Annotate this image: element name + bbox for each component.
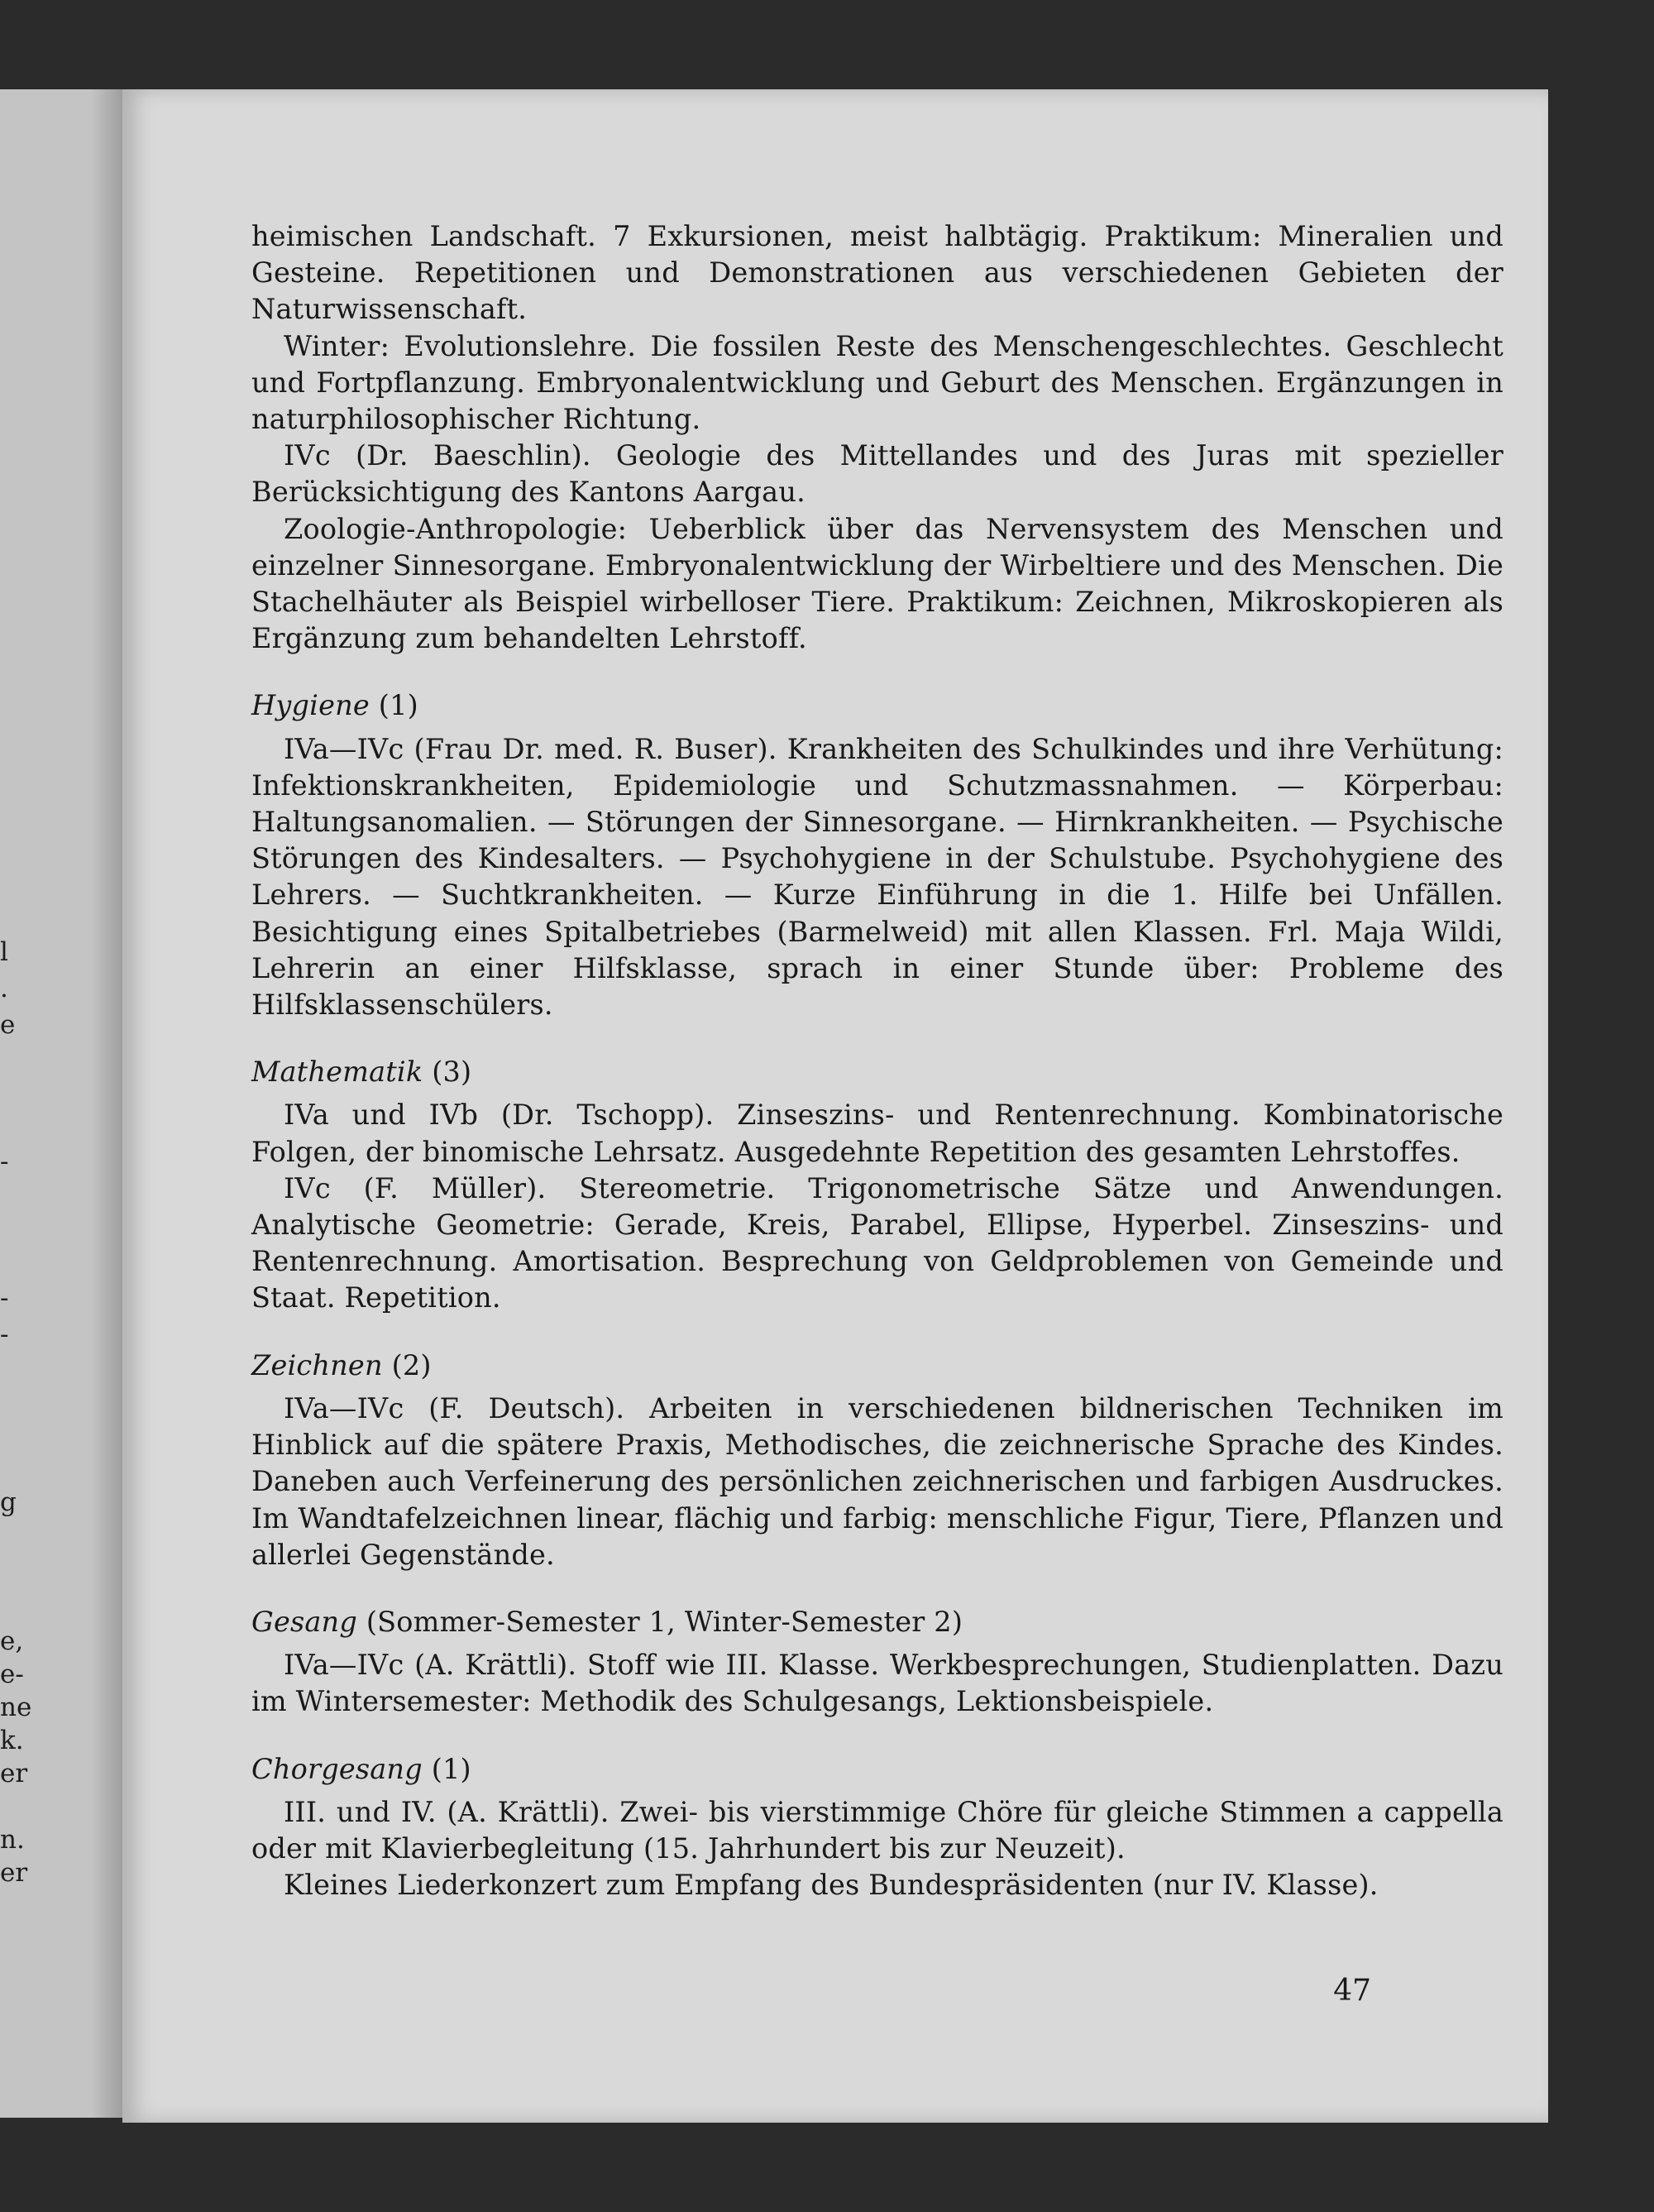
margin-fragment: -	[0, 1319, 9, 1349]
margin-fragment: e	[0, 1010, 16, 1040]
page-content	[251, 218, 1503, 1903]
margin-fragment: e,	[0, 1626, 24, 1656]
section-subject: Chorgesang	[251, 1752, 423, 1785]
section-note: (2)	[391, 1348, 432, 1381]
section-heading-gesang	[251, 1604, 1503, 1640]
paragraph: IVc (F. Müller). Stereometrie. Trigonometrische Sätze und Anwendungen. Analytische Geometrie: Gerade, Kreis, Parabel, Ellipse, Hyperbel. Zinseszins- und Rentenrechnung. Amortisation. Besprechung von Geldproblemen von Gemeinde und Staat. Repetition.	[251, 1171, 1503, 1314]
margin-fragment: -	[0, 1147, 9, 1176]
section-subject: Gesang	[251, 1605, 357, 1638]
margin-fragment: n.	[0, 1825, 25, 1855]
margin-fragment: -	[0, 1283, 9, 1313]
paragraph: IVa—IVc (Frau Dr. med. R. Buser). Krankheiten des Schulkindes und ihre Verhütung: Infektionskrankheiten, Epidemiologie und Schutzmassnahmen. — Körperbau: Haltungsanomalien. — Störungen der Sinnesorgane. — Hirnkrankheiten. — Psychische Störungen des Kindesalters. — Psychohygiene in der Schulstube. Psychohygiene des Lehrers. — Suchtkrankheiten. — Kurze Einführung in die 1. Hilfe bei Unfällen. Besichtigung eines Spitalbetriebes (Barmelweid) mit allen Klassen. Frl. Maja Wildi, Lehrerin an einer Hilfsklasse, sprach in einer Stunde über: Probleme des Hilfsklassenschülers.	[251, 732, 1503, 1022]
section-note: (1)	[431, 1752, 471, 1785]
section-heading-chorgesang	[251, 1751, 1503, 1788]
section-note: (1)	[378, 689, 418, 722]
margin-fragment: g	[0, 1487, 17, 1517]
paragraph: IVc (Dr. Baeschlin). Geologie des Mittellandes und des Juras mit spezieller Berücksichtigung des Kantons Aargau.	[251, 439, 1503, 509]
intro-block	[251, 218, 1503, 657]
paragraph: IVa und IVb (Dr. Tschopp). Zinseszins- und Rentenrechnung. Kombinatorische Folgen, der binomische Lehrsatz. Ausgedehnte Repetition des gesamten Lehrstoffes.	[251, 1099, 1503, 1168]
paragraph: Winter: Evolutionslehre. Die fossilen Reste des Menschengeschlechtes. Geschlecht und Fortpflanzung. Embryonalentwicklung und Geburt des Menschen. Ergänzungen in naturphilosophischer Richtung.	[251, 329, 1503, 436]
paragraph: IVa—IVc (A. Krättli). Stoff wie III. Klasse. Werkbesprechungen, Studienplatten. Dazu im Wintersemester: Methodik des Schulgesangs, Lektionsbeispiele.	[251, 1649, 1503, 1718]
paragraph: Zoologie-Anthropologie: Ueberblick über das Nervensystem des Menschen und einzelner Sinnesorgane. Embryonalentwicklung der Wirbeltiere und des Menschen. Die Stachelhäuter als Beispiel wirbelloser Tiere. Praktikum: Zeichnen, Mikroskopieren als Ergänzung zum behandelten Lehrstoff.	[251, 512, 1503, 655]
margin-fragment: .	[0, 974, 8, 1003]
section-subject: Mathematik	[251, 1056, 423, 1089]
section-subject: Hygiene	[251, 689, 370, 722]
margin-fragment: e-	[0, 1659, 24, 1689]
margin-fragment: er	[0, 1759, 28, 1788]
book-spine	[91, 89, 124, 2118]
document-page	[122, 89, 1548, 2123]
page-number: 47	[1333, 1974, 1371, 2008]
section-note: (3)	[432, 1056, 472, 1089]
margin-fragment: l	[0, 937, 8, 967]
paragraph: Kleines Liederkonzert zum Empfang des Bundespräsidenten (nur IV. Klasse).	[284, 1869, 1379, 1902]
margin-fragment: er	[0, 1858, 28, 1888]
paragraph: heimischen Landschaft. 7 Exkursionen, meist halbtägig. Praktikum: Mineralien und Gesteine. Repetitionen und Demonstrationen aus verschiedenen Gebieten der Naturwissenschaft.	[251, 220, 1503, 326]
margin-fragment: k.	[0, 1726, 24, 1755]
adjacent-page	[0, 89, 124, 2118]
paragraph: IVa—IVc (F. Deutsch). Arbeiten in verschiedenen bildnerischen Techniken im Hinblick auf die spätere Praxis, Methodisches, die zeichnerische Sprache des Kindes. Daneben auch Verfeinerung des persönlichen zeichnerischen und farbigen Ausdruckes. Im Wandtafelzeichnen linear, flächig und farbig: menschliche Figur, Tiere, Pflanzen und allerlei Gegenstände.	[251, 1391, 1503, 1571]
section-heading-zeichnen	[251, 1348, 1503, 1384]
paragraph: III. und IV. (A. Krättli). Zwei- bis vierstimmige Chöre für gleiche Stimmen a cappella oder mit Klavierbegleitung (15. Jahrhundert bis zur Neuzeit).	[251, 1795, 1503, 1865]
margin-fragment: ne	[0, 1693, 32, 1722]
section-note: (Sommer-Semester 1, Winter-Semester 2)	[366, 1605, 963, 1638]
section-subject: Zeichnen	[251, 1348, 383, 1381]
section-heading-hygiene	[251, 687, 1503, 724]
section-heading-mathematik	[251, 1054, 1503, 1090]
